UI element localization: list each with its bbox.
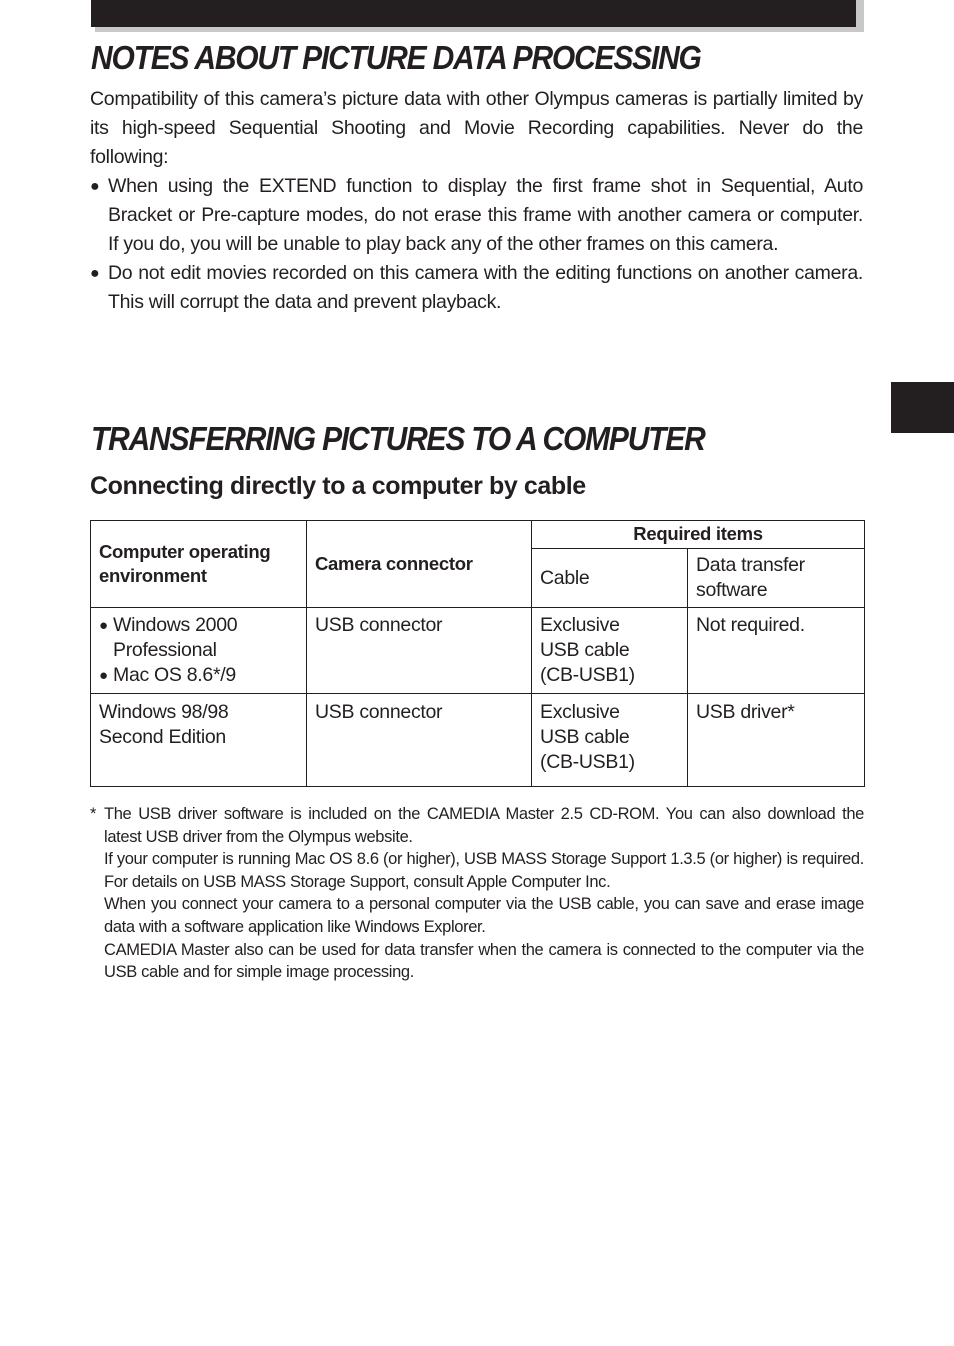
bullet-icon: ● xyxy=(90,265,100,282)
table-row xyxy=(91,694,865,787)
cell-os: ● Windows 2000 Professional ● Mac OS 8.6*/9 xyxy=(91,608,307,694)
bullet-icon: ● xyxy=(90,178,100,195)
section-title-transfer: TRANSFERRING PICTURES TO A COMPUTER xyxy=(91,421,705,458)
header-cable: Cable xyxy=(532,549,688,608)
footnote-paragraph: CAMEDIA Master also can be used for data transfer when the camera is connected to the computer via the USB cable and for simple image processing. xyxy=(104,940,864,982)
bullet-icon: ● xyxy=(99,667,108,684)
header-software: Data transfer software xyxy=(688,549,865,608)
header-os: Computer operating environment xyxy=(91,521,307,608)
cell-connector: USB connector xyxy=(307,694,532,787)
footnote-paragraph: * The USB driver software is included on the CAMEDIA Master 2.5 CD-ROM. You can also download the latest USB driver from the Olympus website. xyxy=(90,805,864,846)
header-required: Required items xyxy=(532,521,865,549)
footnote-paragraph: When you connect your camera to a personal computer via the USB cable, you can save and erase image data with a software application like Windows Explorer. xyxy=(104,895,864,936)
cell-software: USB driver* xyxy=(688,694,865,787)
header-connector: Camera connector xyxy=(307,521,532,608)
cell-cable: Exclusive USB cable (CB-USB1) xyxy=(532,608,688,694)
table-row xyxy=(91,608,865,694)
cell-cable: Exclusive USB cable (CB-USB1) xyxy=(532,694,688,787)
footnote-paragraph: If your computer is running Mac OS 8.6 (or higher), USB MASS Storage Support 1.3.5 (or higher) is required. For details on USB MASS Storage Support, consult Apple Computer Inc. xyxy=(104,850,864,891)
cell-os: Windows 98/98 Second Edition xyxy=(91,694,307,787)
intro-paragraph: Compatibility of this camera’s picture data with other Olympus cameras is partially limited by its high-speed Sequential Shooting and Movie Recording capabilities. Never do the following: xyxy=(90,88,863,168)
bullet-icon: ● xyxy=(99,617,108,634)
warning-list xyxy=(90,172,863,317)
footnote-block xyxy=(90,803,864,984)
subsection-title: Connecting directly to a computer by cable xyxy=(90,472,586,500)
table-header-row xyxy=(91,521,865,549)
requirements-table xyxy=(90,520,865,787)
cell-connector: USB connector xyxy=(307,608,532,694)
header-bar xyxy=(91,0,856,27)
chapter-tab-marker xyxy=(891,382,954,433)
cell-software: Not required. xyxy=(688,608,865,694)
section-title-notes: NOTES ABOUT PICTURE DATA PROCESSING xyxy=(91,40,701,77)
list-item: ● Do not edit movies recorded on this camera with the editing functions on another camera. This will corrupt the data and prevent playback. xyxy=(90,259,863,317)
list-item: ● When using the EXTEND function to display the first frame shot in Sequential, Auto Bracket or Pre-capture modes, do not erase this frame with another camera or computer. If you do, you will be unable to play back any of the other frames on this camera. xyxy=(90,172,863,259)
